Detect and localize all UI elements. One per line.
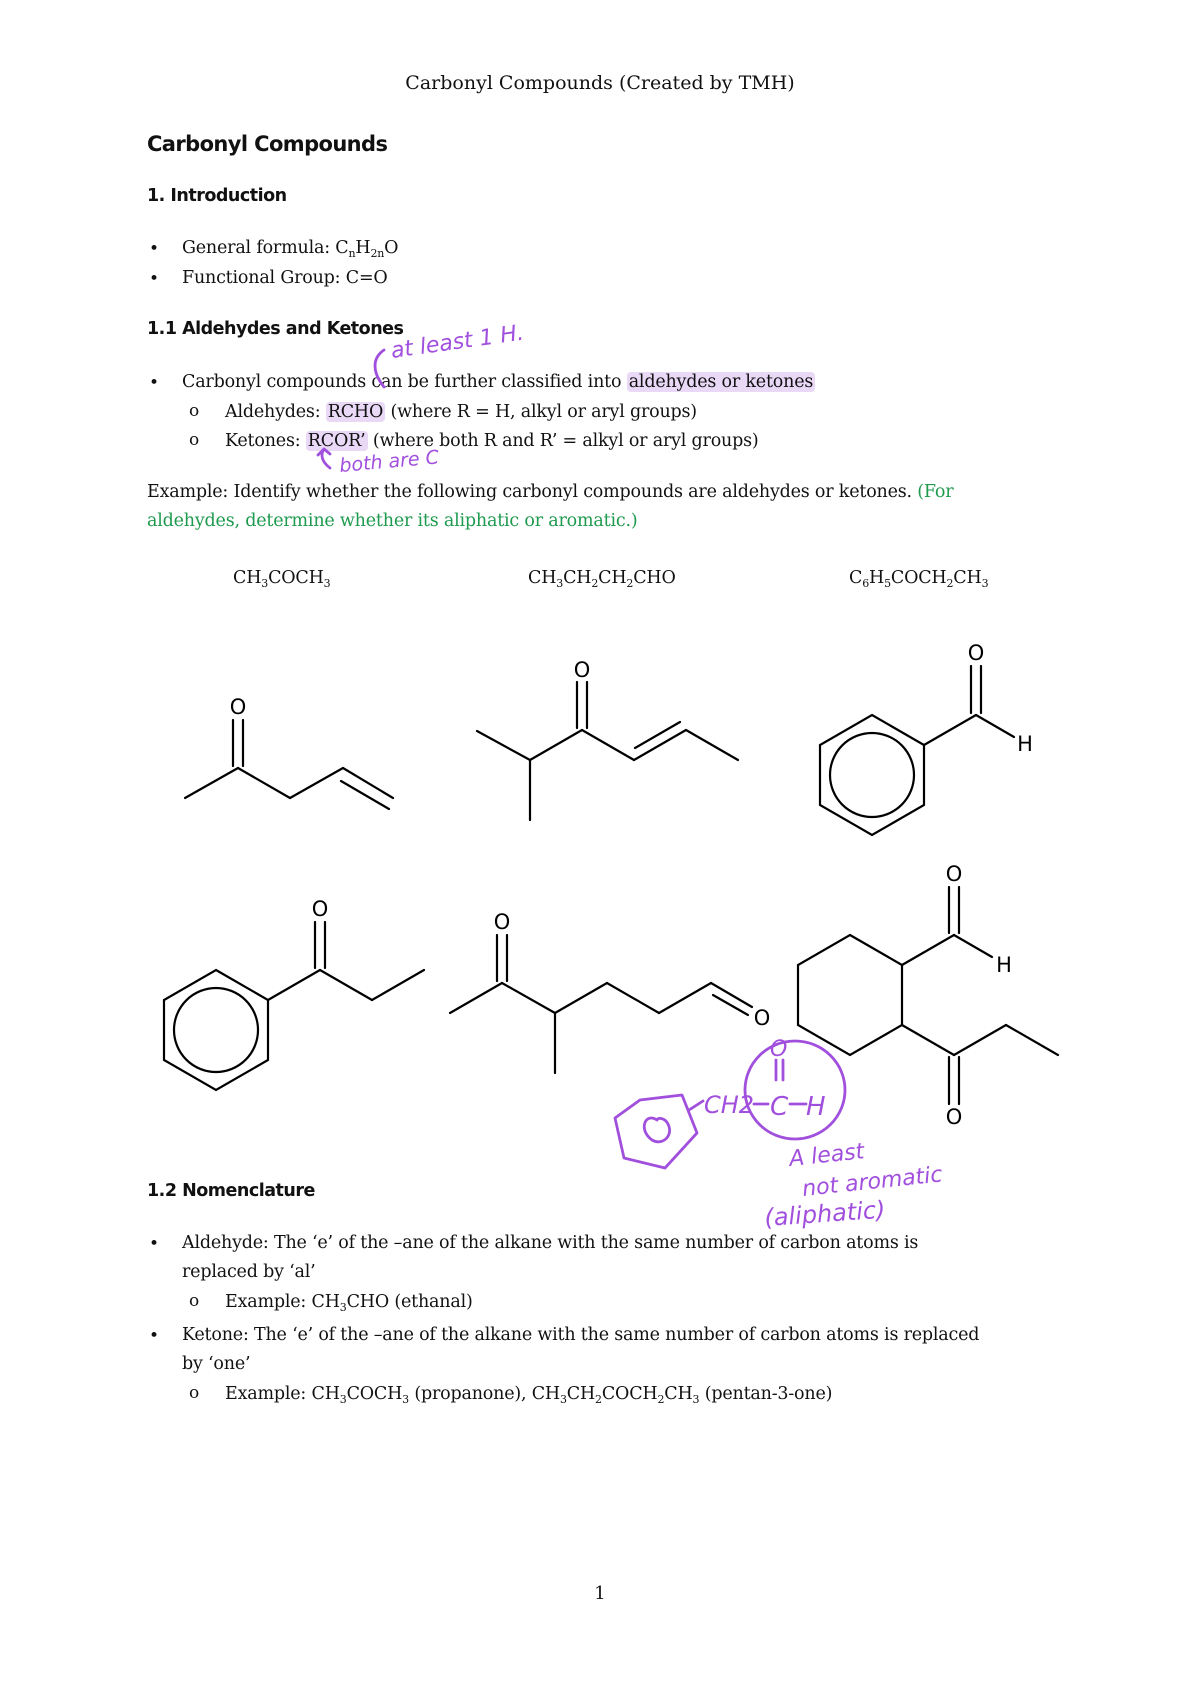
oxygen-label: O bbox=[945, 1105, 963, 1129]
sketch-circle-cho bbox=[745, 1041, 845, 1139]
formula-subscript: 3 bbox=[556, 577, 564, 590]
example-note-green: (For bbox=[917, 482, 954, 502]
formula-o: O bbox=[384, 238, 399, 258]
formula-subscript: 3 bbox=[692, 1393, 700, 1406]
sub-bullet: o bbox=[189, 430, 200, 450]
classification-text: Carbonyl compounds can be further classified into bbox=[182, 372, 627, 392]
bullet: • bbox=[149, 269, 160, 289]
formula-part: COCH bbox=[346, 1384, 403, 1404]
formula-subscript: 3 bbox=[323, 577, 331, 590]
formula-part: COCH bbox=[601, 1384, 658, 1404]
formula-part: C bbox=[849, 568, 863, 588]
formula-subscript: 2 bbox=[595, 1393, 602, 1406]
sketch-oxygen-text: O bbox=[770, 1037, 788, 1062]
oxygen-label: O bbox=[311, 897, 329, 921]
annotation-aliphatic: (aliphatic) bbox=[763, 1195, 887, 1232]
functional-group-value: C=O bbox=[345, 268, 388, 288]
formula-part: CH bbox=[598, 568, 627, 588]
sketch-ring-circle bbox=[644, 1118, 669, 1142]
formula-subscript: 3 bbox=[402, 1393, 409, 1406]
aldehyde-rule-line1: Aldehyde: The ‘e’ of the –ane of the alkane with the same number of carbon atoms is bbox=[182, 1233, 919, 1253]
formula-part: CH bbox=[953, 568, 982, 588]
formula-part: CH bbox=[311, 1292, 340, 1312]
formula-c: C bbox=[335, 238, 349, 258]
formula-subscript: 6 bbox=[862, 577, 870, 590]
bullet: • bbox=[149, 1234, 160, 1254]
formula-part: CHO (ethanal) bbox=[346, 1292, 473, 1312]
formula-subscript: 2 bbox=[657, 1393, 665, 1406]
ketone-rule-line1: Ketone: The ‘e’ of the –ane of the alkane with the same number of carbon atoms is replaced bbox=[182, 1325, 980, 1345]
formula-part: COCH bbox=[268, 568, 324, 588]
example-prompt-line2: aldehydes, determine whether its aliphatic or aromatic.) bbox=[147, 511, 638, 531]
sketch-carbon-text: C bbox=[770, 1092, 789, 1122]
annotation-arrow bbox=[318, 449, 330, 468]
formula-subscript: 2 bbox=[591, 577, 599, 590]
formula-part: CH bbox=[664, 1384, 693, 1404]
formula-part: CHO bbox=[633, 568, 676, 588]
formula-part: CH bbox=[528, 568, 557, 588]
annotation-arrow bbox=[375, 350, 384, 387]
formula-subscript: 2 bbox=[946, 577, 954, 590]
annotation-not-aromatic: not aromatic bbox=[801, 1162, 944, 1202]
highlighted-aldehydes-ketones: aldehydes or ketones bbox=[628, 372, 814, 392]
hydrogen-label: H bbox=[996, 953, 1012, 977]
handwritten-annotations bbox=[318, 321, 944, 1232]
oxygen-label: O bbox=[967, 641, 985, 665]
formula-part: H bbox=[869, 568, 885, 588]
example-label: Example: bbox=[225, 1384, 312, 1404]
formula-subscript: 3 bbox=[339, 1301, 347, 1314]
aldehyde-example bbox=[225, 1292, 473, 1312]
sketch-benzene-ring bbox=[615, 1095, 697, 1168]
oxygen-label: O bbox=[229, 695, 247, 719]
annotation-both-are-c: both are C bbox=[338, 446, 440, 477]
page-number: 1 bbox=[594, 1583, 606, 1604]
ketone-formula: RCOR’ bbox=[307, 431, 366, 451]
structure-benzaldehyde bbox=[820, 641, 1033, 835]
aldehyde-rule-line2: replaced by ‘al’ bbox=[182, 1262, 316, 1282]
running-header: Carbonyl Compounds (Created by TMH) bbox=[405, 72, 795, 94]
formula-subscript: 3 bbox=[339, 1393, 347, 1406]
ketone-rule-line2: by ‘one’ bbox=[182, 1354, 251, 1374]
formula-subscript: 3 bbox=[981, 577, 989, 590]
bullet: • bbox=[149, 239, 160, 259]
formula-part: (propanone), bbox=[408, 1384, 532, 1404]
formula-h: H bbox=[355, 238, 371, 258]
sub-bullet: o bbox=[189, 1291, 200, 1311]
example-text: Example: Identify whether the following carbonyl compounds are aldehydes or ketones. bbox=[147, 482, 918, 502]
sub-bullet: o bbox=[189, 1383, 200, 1403]
formula-subscript: 3 bbox=[261, 577, 269, 590]
formula-subscript: 3 bbox=[559, 1393, 567, 1406]
formula-part: COCH bbox=[890, 568, 947, 588]
section-heading-nomenclature: 1.2 Nomenclature bbox=[147, 1181, 315, 1201]
hydrogen-label: H bbox=[1017, 732, 1033, 756]
formula-subscript: 2 bbox=[626, 577, 634, 590]
formula-part: (pentan-3-one) bbox=[699, 1384, 833, 1404]
aldehydes-description: (where R = H, alkyl or aryl groups) bbox=[385, 402, 697, 422]
oxygen-label: O bbox=[945, 862, 963, 886]
formula-part: CH bbox=[531, 1384, 560, 1404]
section-heading-introduction: 1. Introduction bbox=[147, 186, 287, 206]
formula-part: CH bbox=[311, 1384, 340, 1404]
ketones-description: (where both R and R’ = alkyl or aryl groups) bbox=[367, 431, 759, 451]
page-title: Carbonyl Compounds bbox=[147, 132, 388, 156]
structure-methyloxohexanal bbox=[450, 910, 770, 1073]
sketch-ch2-text: CH2 bbox=[704, 1091, 755, 1119]
formula-part: CH bbox=[566, 1384, 596, 1404]
functional-group-label: Functional Group: bbox=[182, 268, 341, 288]
structure-methylhexenone bbox=[477, 658, 738, 820]
annotation-a-least: A least bbox=[788, 1139, 866, 1172]
aldehydes-label: Aldehydes: bbox=[225, 402, 326, 422]
section-heading-aldehydes-ketones: 1.1 Aldehydes and Ketones bbox=[147, 319, 404, 339]
aldehyde-formula: RCHO bbox=[327, 402, 384, 422]
bullet: • bbox=[149, 1326, 160, 1346]
sub-bullet: o bbox=[189, 401, 200, 421]
annotation-at-least-1h: at least 1 H. bbox=[389, 320, 526, 364]
oxygen-label: O bbox=[753, 1006, 771, 1030]
oxygen-label: O bbox=[493, 910, 511, 934]
ketone-example bbox=[225, 1384, 832, 1404]
sketch-hydrogen-text: H bbox=[806, 1092, 826, 1122]
oxygen-label: O bbox=[573, 658, 591, 682]
bullet: • bbox=[149, 373, 160, 393]
example-label: Example: bbox=[225, 1292, 312, 1312]
formula-part: CH bbox=[563, 568, 592, 588]
structure-propiophenone bbox=[164, 897, 424, 1090]
ketones-label: Ketones: bbox=[225, 431, 306, 451]
formula-n-subscript: n bbox=[348, 247, 356, 260]
structure-pentenone bbox=[185, 695, 393, 809]
general-formula-label: General formula: bbox=[182, 238, 330, 258]
formula-2n-subscript: 2n bbox=[370, 247, 385, 260]
formula-part: CH bbox=[233, 568, 262, 588]
formula-subscript: 5 bbox=[884, 577, 891, 590]
structure-cyclohexane-aldehyde-ketone bbox=[798, 862, 1058, 1129]
